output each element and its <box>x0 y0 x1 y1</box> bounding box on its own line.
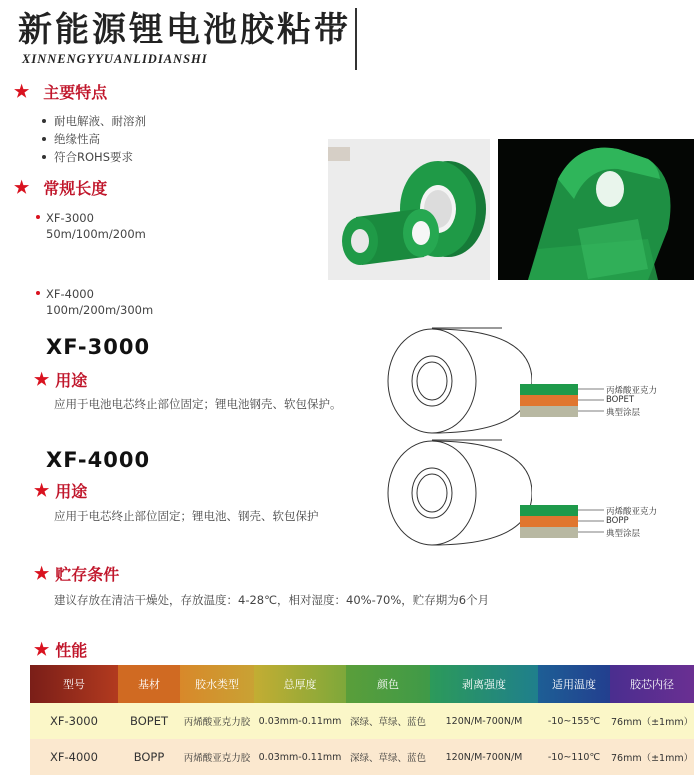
layer-stack-diagram <box>520 505 578 538</box>
table-cell: 深绿、草绿、蓝色 <box>346 703 430 739</box>
feature-item: 耐电解液、耐溶剂 <box>42 112 146 130</box>
layer-label: BOPET <box>606 395 635 405</box>
layer-stack-diagram <box>520 384 578 417</box>
column-header: 胶水类型 <box>180 665 254 703</box>
tape-glow-photo <box>498 139 694 280</box>
adhesive-layer <box>520 384 578 395</box>
table-cell: 120N/M-700N/M <box>430 703 538 739</box>
length-model: XF-3000 <box>46 211 94 225</box>
tape-roll-diagram <box>382 326 532 440</box>
table-row <box>30 739 694 775</box>
table-cell: 0.03mm-0.11mm <box>254 739 346 775</box>
star-icon: ★ <box>34 480 50 501</box>
features-list <box>42 112 146 166</box>
page-title: 新能源锂电池胶粘带 <box>18 10 351 50</box>
feature-item: 符合ROHS要求 <box>42 148 146 166</box>
table-cell: BOPET <box>118 703 180 739</box>
star-icon: ★ <box>14 177 30 198</box>
use-heading <box>34 479 87 502</box>
star-icon: ★ <box>34 369 50 390</box>
performance-heading <box>34 638 87 661</box>
lengths-heading-label: 常规长度 <box>43 179 108 198</box>
table-cell: 深绿、草绿、蓝色 <box>346 739 430 775</box>
column-header: 胶芯内径 <box>610 665 694 703</box>
adhesive-layer <box>520 505 578 516</box>
table-cell: XF-3000 <box>30 703 118 739</box>
page-subtitle: XINNENGYYUANLIDIANSHI <box>22 52 208 66</box>
header-divider <box>355 8 357 70</box>
storage-heading-label: 贮存条件 <box>55 565 120 584</box>
length-values: 100m/200m/300m <box>46 303 154 317</box>
column-header: 颜色 <box>346 665 430 703</box>
star-icon: ★ <box>34 639 50 660</box>
table-cell: BOPP <box>118 739 180 775</box>
storage-text: 建议存放在清洁干燥处，存放温度：4-28℃，相对湿度：40%-70%，贮存期为6个月 <box>54 593 490 607</box>
column-header: 型号 <box>30 665 118 703</box>
substrate-layer <box>520 516 578 527</box>
red-dot-icon <box>36 215 40 219</box>
use-heading-label: 用途 <box>55 482 88 501</box>
substrate-layer <box>520 395 578 406</box>
column-header: 基材 <box>118 665 180 703</box>
table-cell: 0.03mm-0.11mm <box>254 703 346 739</box>
use-heading <box>34 368 87 391</box>
table-cell: 76mm（±1mm） <box>610 739 694 775</box>
use-heading-label: 用途 <box>55 371 88 390</box>
table-row <box>30 703 694 739</box>
star-icon: ★ <box>14 81 30 102</box>
performance-table <box>30 665 694 775</box>
coating-layer <box>520 406 578 417</box>
storage-heading <box>34 562 119 585</box>
table-cell: XF-4000 <box>30 739 118 775</box>
layer-label: 典型涂层 <box>606 408 641 418</box>
table-header-row <box>30 665 694 703</box>
tape-roll-diagram <box>382 438 532 552</box>
column-header: 总厚度 <box>254 665 346 703</box>
tape-rolls-photo <box>328 139 490 280</box>
table-cell: 76mm（±1mm） <box>610 703 694 739</box>
layer-label: 丙烯酸亚克力 <box>606 507 658 517</box>
table-cell: 丙烯酸亚克力胶 <box>180 703 254 739</box>
layer-label: 典型涂层 <box>606 529 641 539</box>
length-values: 50m/100m/200m <box>46 227 146 241</box>
use-text: 应用于电芯终止部位固定；锂电池、钢壳、软包保护 <box>54 509 319 523</box>
features-heading-label: 主要特点 <box>43 83 108 102</box>
layer-label: 丙烯酸亚克力 <box>606 386 658 396</box>
feature-item: 绝缘性高 <box>42 130 146 148</box>
features-heading <box>14 80 107 103</box>
performance-heading-label: 性能 <box>55 641 88 660</box>
length-item <box>36 286 700 318</box>
length-model: XF-4000 <box>46 287 94 301</box>
table-cell: -10~155℃ <box>538 703 610 739</box>
column-header: 剥离强度 <box>430 665 538 703</box>
layer-leader-lines <box>574 505 604 539</box>
table-cell: 丙烯酸亚克力胶 <box>180 739 254 775</box>
red-dot-icon <box>36 291 40 295</box>
star-icon: ★ <box>34 563 50 584</box>
column-header: 适用温度 <box>538 665 610 703</box>
layer-leader-lines <box>574 384 604 418</box>
table-cell: -10~110℃ <box>538 739 610 775</box>
lengths-heading <box>14 176 107 199</box>
product-model-title: XF-3000 <box>46 335 151 359</box>
coating-layer <box>520 527 578 538</box>
layer-label: BOPP <box>606 516 629 526</box>
table-cell: 120N/M-700N/M <box>430 739 538 775</box>
use-text: 应用于电池电芯终止部位固定；锂电池钢壳、软包保护。 <box>54 397 342 411</box>
product-model-title: XF-4000 <box>46 448 151 472</box>
